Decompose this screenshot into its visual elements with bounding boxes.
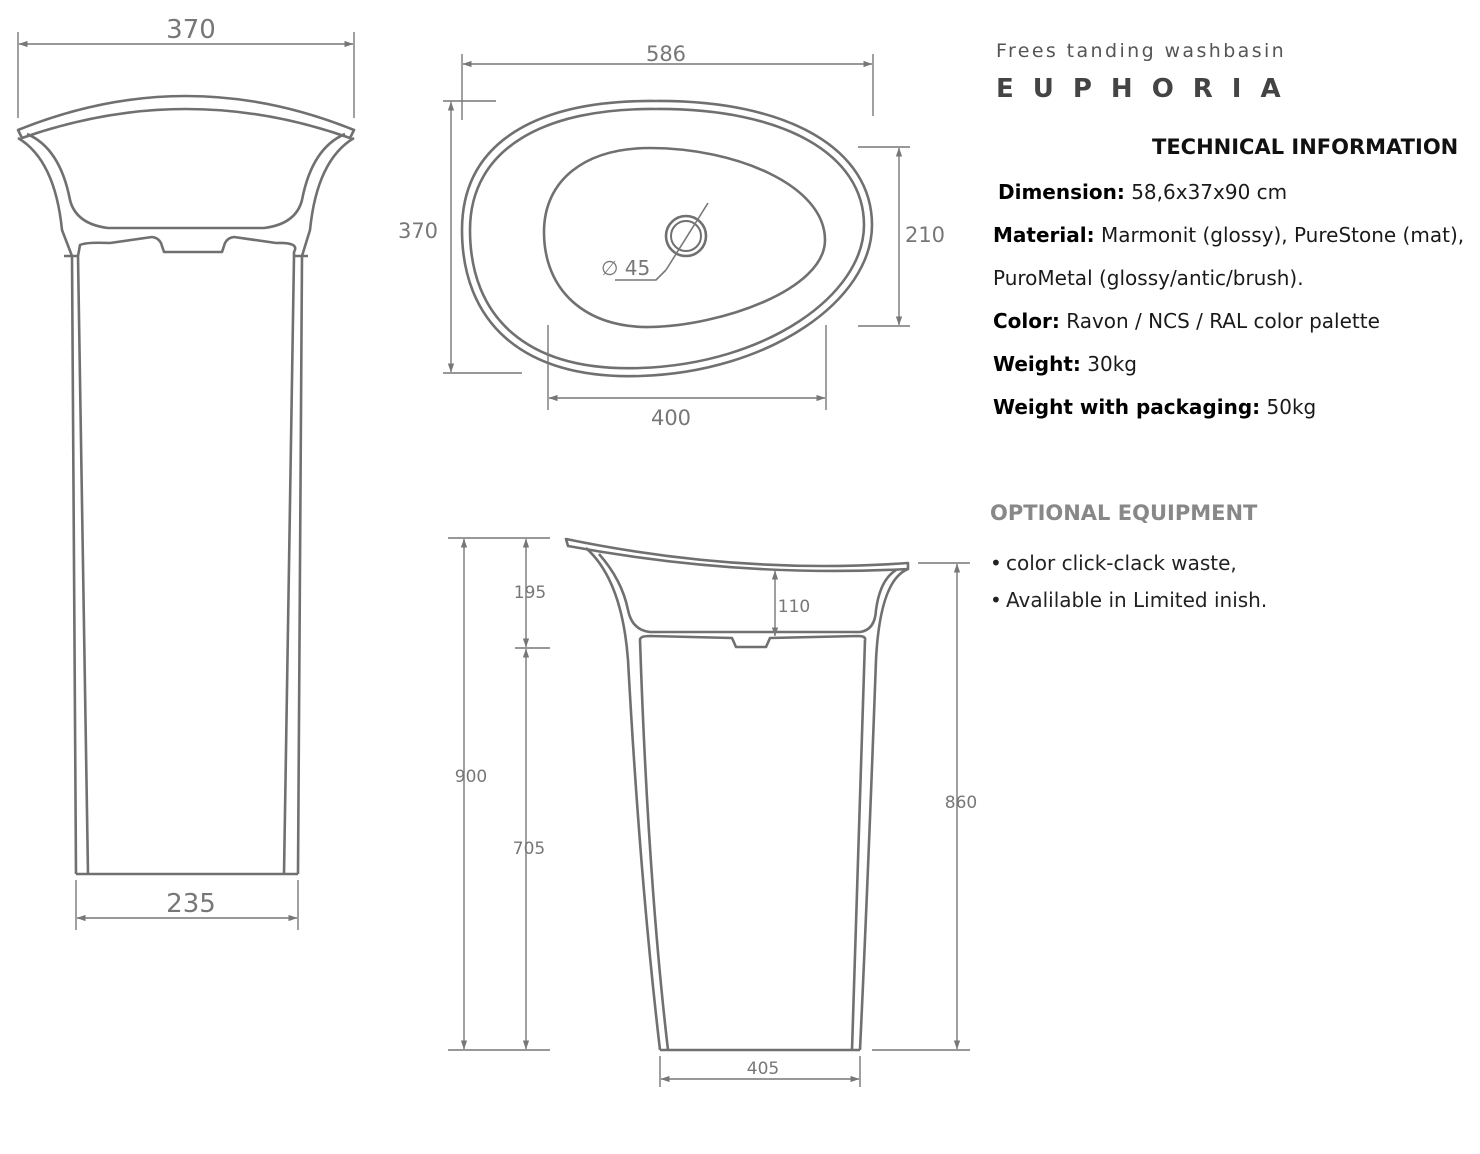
spec-value: 30kg: [1087, 352, 1137, 376]
drain-inner-circle: [671, 221, 701, 251]
spec-value: 50kg: [1266, 395, 1317, 419]
list-item: [990, 583, 1267, 620]
label-top-length: 586: [645, 42, 687, 66]
front-bowl-inner: [27, 134, 345, 228]
technical-info-title: TECHNICAL INFORMATION: [1152, 135, 1459, 159]
side-outer-left: [586, 548, 660, 1050]
side-view: [566, 539, 908, 1050]
spec-value: Marmonit (glossy), PureStone (mat),: [1100, 223, 1465, 247]
label-side-lower-height: 705: [512, 839, 546, 859]
label-top-depth: 370: [397, 219, 439, 243]
bullet: •: [990, 551, 1002, 575]
spec-dimension: [993, 173, 1464, 216]
front-outer-right: [298, 138, 354, 874]
spec-label: Material:: [993, 223, 1095, 247]
spec-weight: [993, 345, 1464, 388]
spec-material-continued: [993, 259, 1464, 302]
side-outer-right: [860, 569, 908, 1050]
front-waste-slot: [78, 237, 295, 256]
spec-weight-packaging: [993, 388, 1464, 431]
dimension-lines: [18, 32, 970, 1087]
front-inner-right: [284, 256, 308, 874]
optional-equipment-title: OPTIONAL EQUIPMENT: [990, 501, 1258, 525]
side-rim: [566, 539, 908, 571]
label-bowl-length: 400: [650, 406, 692, 430]
spec-value: 58,6x37x90 cm: [1131, 180, 1288, 204]
list-item: [990, 546, 1267, 583]
spec-label: Weight:: [993, 352, 1081, 376]
label-side-upper-height: 195: [513, 583, 547, 603]
side-waste-slot: [640, 636, 865, 647]
product-name: EUPHORIA: [996, 74, 1300, 104]
spec-label: Dimension:: [998, 180, 1125, 204]
product-type: Frees tanding washbasin: [996, 40, 1287, 62]
spec-list: [993, 173, 1464, 431]
spec-value: PuroMetal (glossy/antic/brush).: [993, 266, 1304, 290]
label-side-bowl-depth: 110: [777, 597, 811, 617]
optional-item-text: Avalilable in Limited inish.: [1006, 588, 1268, 612]
label-drain-diameter: ∅ 45: [601, 256, 651, 280]
label-side-total-height: 900: [454, 767, 488, 787]
top-view: [462, 101, 872, 376]
label-side-rim-height: 860: [944, 793, 978, 813]
label-side-base-width: 405: [746, 1059, 780, 1079]
optional-item-text: color click-clack waste,: [1006, 551, 1237, 575]
spec-label: Color:: [993, 309, 1060, 333]
spec-material: [993, 216, 1464, 259]
front-outer-left: [18, 138, 76, 874]
label-front-top-width: 370: [166, 15, 216, 45]
front-view: [18, 96, 354, 874]
front-rim-outline: [18, 96, 354, 138]
label-bowl-depth: 210: [904, 223, 946, 247]
bullet: •: [990, 588, 1002, 612]
label-front-base-width: 235: [166, 889, 216, 919]
top-bowl: [544, 148, 825, 327]
spec-value: Ravon / NCS / RAL color palette: [1066, 309, 1380, 333]
spec-color: [993, 302, 1464, 345]
optional-equipment-list: [990, 546, 1267, 620]
spec-label: Weight with packaging:: [993, 395, 1261, 419]
